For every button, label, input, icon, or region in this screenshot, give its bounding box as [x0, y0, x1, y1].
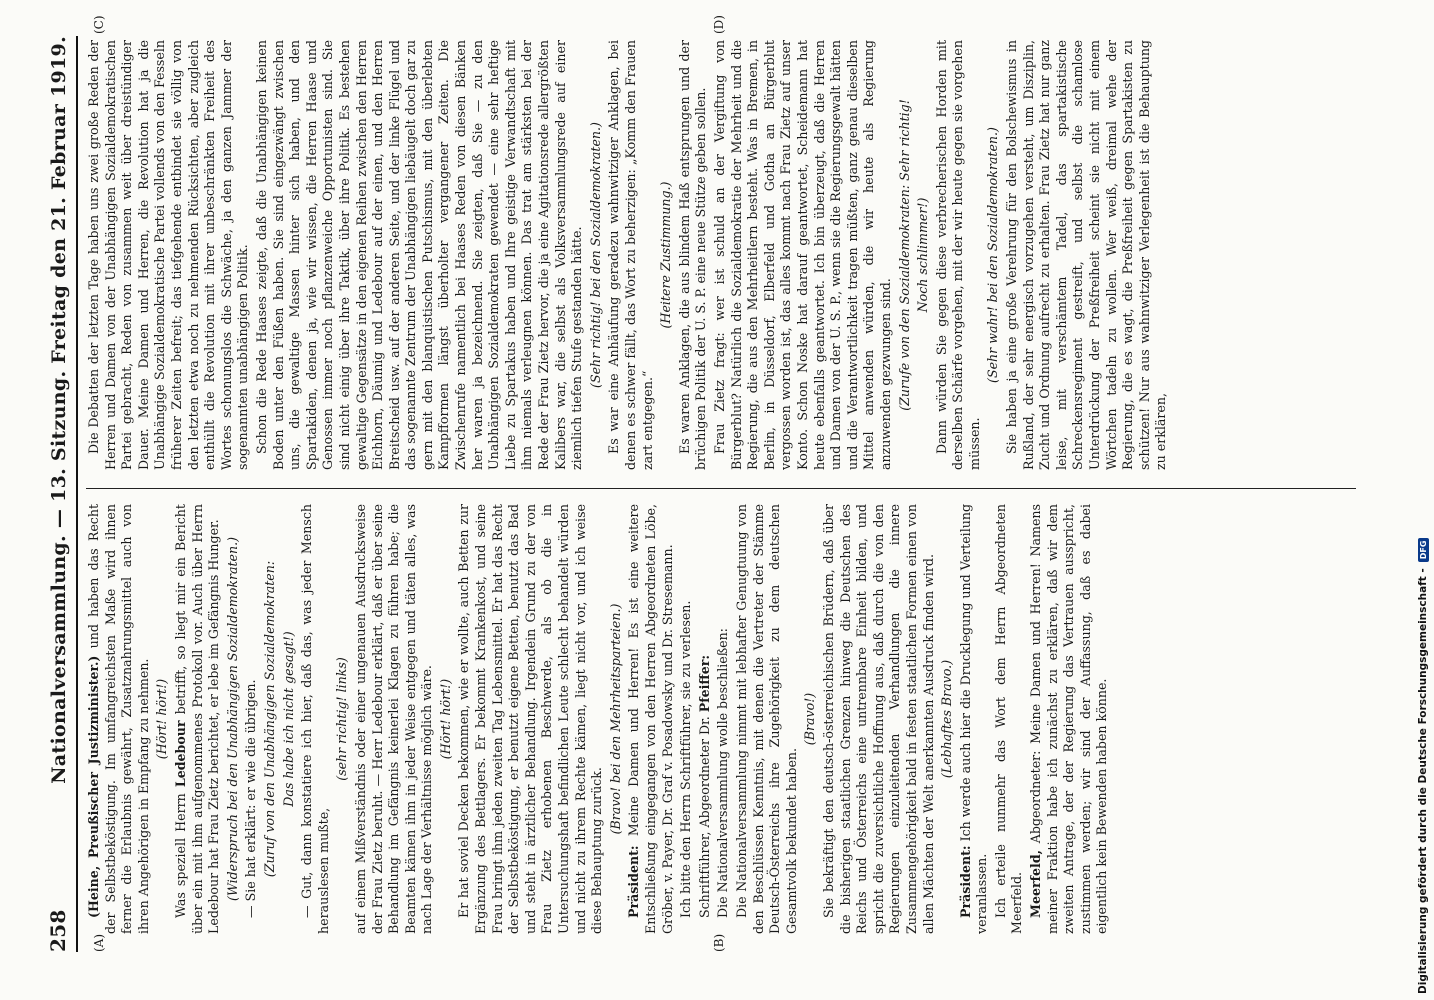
paragraph-lead: Schriftführer, Abgeordneter Dr.	[696, 712, 712, 918]
interjection: (Zuruf von den Unabhängigen Sozialdemokraten:	[261, 560, 277, 878]
paragraph	[626, 504, 676, 934]
speaker-name: Präsident:	[957, 845, 973, 918]
paragraph	[299, 504, 332, 934]
paragraph	[1004, 40, 1170, 470]
paragraph-lead: Was speziell Herrn	[172, 787, 188, 918]
interjection: (Hört! hört!)	[154, 678, 170, 760]
interjection: (Bravo! bei den Mehrheitsparteien.)	[607, 603, 623, 835]
page-number: 258	[46, 909, 70, 952]
paragraph	[677, 40, 710, 470]
paragraph-text: betrifft, so liegt mir ein Bericht über ein mit ihm aufgenommenes Protokoll vor. Auch über Herrn Ledebour hat Frau Zietz berichtet, er lebe im Gefängnis Hunger.	[172, 504, 222, 934]
interjection: (Zurufe von den Sozialdemokraten: Sehr richtig!	[896, 99, 912, 411]
left-column	[86, 504, 1366, 934]
speaker-name: (Heine, Preußischer Justizminister.)	[86, 655, 101, 918]
paragraph	[173, 504, 223, 934]
interjection: (Bravo!)	[802, 692, 818, 746]
paragraph-text: Sie haben ja eine große Verehrung für den Bolschewismus in Rußland, der sehr energisch vorzugehen versteht, um Disziplin, Zucht und Ordnung aufrecht zu erhalten. Frau Zietz hat nur ganz leise, mit verschämtem Tadel, das spartakistische Schreckensregiment gestreift, und selbst die schamlose Unterdrückung der Preßfreiheit scheint sie nicht mit einem Wörtchen tadeln zu wollen. Wer weiß, dreimal wehe der Regierung, die es wagt, die Preßfreiheit gegen Spartakisten zu schützen! Nur aus wahnwitziger Verlegenheit ist die Behauptung zu erklären,	[1004, 40, 1169, 470]
paragraph	[958, 504, 991, 934]
paragraph	[993, 504, 1026, 934]
paragraph	[934, 40, 984, 470]
margin-letter-c: (C)	[92, 15, 106, 34]
paragraph-text: Schon die Rede Haases zeigte, daß die Unabhängigen keinen Boden unter den Füßen haben. Sie sind eingezwängt zwischen uns, die gewaltige Massen hinter sich haben, und den Spartakiden, denen ja, wie wir wissen, die Herren Haase und Genossen immer noch pflanzenweiche Opportunisten sind. Sie sind nicht einig über ihre Taktik, über ihre Politik. Es bestehen gewaltige Gegensätze in den eigenen Reihen zwischen den Herren Eichhorn, Däumig und Ledebour auf der einen, und den Herren Breitscheid usw. auf der anderen Seite, und der linke Flügel und das sogenannte Zentrum der Unabhängigen liebäugelt doch gar zu gern mit den blanquistischen Putschismus, mit den überlebten Kampfformen längst überholter vergangener Zeiten. Die Zwischenrufe namentlich bei Haases Reden von diesen Bänken her waren ja bezeichnend. Sie zeigten, daß Sie — zu den Unabhängigen Sozialdemokraten gewendet — eine sehr heftige Liebe zu Spartakus haben und Ihre geistige Verwandtschaft mit ihm niemals verleugnen können. Das trat am stärksten bei der Rede der Frau Zietz hervor, die ja eine Agitationsrede allergrößten Kalibers war, die selbst als Volksversammlungsrede auf einer ziemlich tiefen Stufe gestanden hätte.	[253, 40, 585, 470]
paragraph-text: auf einem Mißverständnis oder einer ungenauen Ausdrucksweise der Frau Zietz beruht. — Herr Ledebour erklärt, daß er über seine Behandlung im Gefängnis keinerlei Klagen zu führen habe; die Beamten kämen ihm in jeder Weise entgegen und täten alles, was nach Lage der Verhältnisse möglich wäre.	[352, 504, 435, 934]
page-title: Nationalversammlung. — 13. Sitzung. Freitag den 21. Februar 1919.	[48, 36, 70, 784]
paragraph-text: Meine Damen und Herren! Es ist eine weitere Entschließung eingegangen von den Herren Abgeordneten Löbe, Gröber, v. Payer, Dr. Graf v. Posadowsky und Dr. Stresemann.	[626, 504, 675, 934]
paragraph	[254, 40, 586, 470]
paragraph	[353, 504, 436, 934]
header-rule	[76, 36, 78, 952]
interjection: (Lebhaftes Bravo.)	[939, 659, 955, 779]
interjection: Das habe ich nicht gesagt!)	[280, 631, 296, 807]
paragraph-text: Es waren Anklagen, die aus blindem Haß entsprungen und der brüchigen Politik der U. S. P. eine neue Stütze geben sollen.	[676, 40, 709, 470]
paragraph	[86, 504, 152, 934]
column-divider	[86, 488, 1356, 489]
paragraph	[821, 504, 937, 934]
paragraph	[1028, 504, 1111, 934]
paragraph-text: Frau Zietz fragt: wer ist schuld an der Vergiftung von Bürgerblut? Natürlich die Sozialdemokratie der Mehrheit und die Regierung, die aus den Mehrheitlern besteht. Was in Bremen, in Berlin, in Düsseldorf, Elberfeld und Gotha an Bürgerblut vergossen worden ist, das alles kommt nach Frau Zietz auf unser Konto. Schon Noske hat darauf geantwortet, Scheidemann hat heute ebenfalls geantwortet. Ich bin überzeugt, daß die Herren und Damen von der U. S. P., wenn sie die Regierungsgewalt hätten und die Verantwortlichkeit tragen müßten, ganz genau dieselben Mittel anwenden würden, die wir heute als Regierung anzuwenden gezwungen sind.	[711, 40, 893, 470]
interjection: (Heitere Zustimmung.)	[658, 181, 674, 329]
paragraph	[243, 504, 260, 934]
margin-letter-d: (D)	[712, 15, 726, 34]
speaker-name: Präsident:	[626, 845, 642, 918]
paragraph	[734, 504, 800, 934]
paragraph	[606, 40, 656, 470]
emphasized-name: Pfeiffer:	[696, 654, 712, 713]
paragraph-text: Er hat soviel Decken bekommen, wie er wollte, auch Betten zur Ergänzung des Bettlagers. Er bekommt Krankenkost, und seine Frau bringt ihm jeden zweiten Tag Lebensmittel. Er hat das Recht der Selbstbeköstigung, er benutzt eigene Betten, benutzt das Bad und steht in ärztlicher Behandlung. Irgendein Grund zu der von Frau Zietz erhobenen Beschwerde, als ob die in Untersuchungshaft befindlichen Leute schlecht behandelt würden und nicht zu ihrem Rechte kämen, liegt nicht vor, und ich weise diese Behauptung zurück.	[456, 504, 605, 934]
interjection: (Hört! hört!)	[437, 678, 453, 760]
page-header	[36, 36, 70, 952]
interjection: Noch schlimmer!)	[915, 197, 931, 313]
emphasized-name: Ledebour	[172, 720, 188, 788]
paragraph-text: Die Debatten der letzten Tage haben uns zwei große Reden der Herren und Damen von der Unabhängigen Sozialdemokratischen Partei gebracht, Reden von zusammen weit über dreistündiger Dauer. Meine Damen und Herren, die Revolution hat ja die Unabhängige Sozialdemokratische Partei vollends von den Fesseln früherer Zeiten befreit; das tiefgehende entbindet sie völlig von den letzten etwa noch zu nehmenden Rücksichten, aber zugleich enthüllt die Revolution mit ihrer unbeschränkten Freiheit des Wortes schonungslos die Schwäche, ja den ganzen Jammer der sogenannten unabhängigen Politik.	[86, 40, 251, 470]
speaker-name: Meerfeld,	[1028, 849, 1044, 918]
paragraph	[712, 40, 895, 470]
paragraph-text: — Gut, dann konstatiere ich hier, daß das, was jeder Mensch herauslesen mußte,	[299, 504, 331, 934]
dfg-logo: DFG	[1418, 538, 1429, 563]
paragraph-text: Dann würden Sie gegen diese verbrecherischen Horden mit derselben Schärfe vorgehen, mit der wir heute gegen sie vorgehen müssen.	[933, 40, 982, 470]
digitization-credit: Digitalisierung gefördert durch die Deutsche Forschungsgemeinschaft -	[1417, 568, 1429, 994]
interjection: (Sehr richtig! bei den Sozialdemokraten.)	[587, 122, 603, 388]
interjection: (sehr richtig! links)	[334, 657, 350, 781]
paragraph-text: Ich werde auch hier die Drucklegung und Verteilung veranlassen.	[957, 504, 990, 934]
paragraph-text: Ich erteile nunmehr das Wort dem Herrn Abgeordneten Meerfeld.	[992, 504, 1025, 934]
margin-letter-b: (B)	[712, 933, 726, 952]
paragraph-text: Die Nationalversammlung wolle beschließen:	[715, 628, 731, 918]
margin-letter-a: (A)	[92, 933, 106, 952]
paragraph-text: Die Nationalversammlung nimmt mit lebhafter Genugtuung von den Beschlüssen Kenntnis, mit denen die Vertreter der Stämme Deutsch-Österreichs ihre Zugehörigkeit zu dem deutschen Gesamtvolk bekundet haben.	[733, 504, 799, 934]
paragraph-text: Es war eine Anhäufung geradezu wahnwitziger Anklagen, bei denen es schwer fällt, das Wort zu beherzigen: „Komm den Frauen zart entgegen.“	[606, 40, 655, 470]
paragraph-text: — Sie hat erklärt: er wie die übrigen.	[243, 679, 259, 918]
paragraph	[456, 504, 605, 934]
paragraph	[86, 40, 252, 470]
interjection: (Widerspruch bei den Unabhängigen Sozialdemokraten.)	[224, 536, 240, 902]
paragraph	[678, 504, 695, 934]
interjection: (Sehr wahr! bei den Sozialdemokraten.)	[985, 127, 1001, 383]
paragraph	[715, 504, 732, 934]
right-column	[86, 40, 1366, 470]
paragraph-text: Abgeordneter: Meine Damen und Herren! Namens meiner Fraktion habe ich zunächst zu erklären, daß wir dem zweiten Antrage, der der Regierung das Vertrauen ausspricht, zustimmen werden; wir sind der Auffassung, daß es dabei eigentlich kein Bewenden haben könne.	[1028, 504, 1110, 934]
paragraph-text: Sie bekräftigt den deutsch-österreichischen Brüdern, daß über die bisherigen staatlichen Grenzen hinweg die Deutschen des Reichs und Österreichs eine untrennbare Einheit bilden, und spricht die zuversichtliche Hoffnung aus, daß durch die von den Regierungen einzuleitenden Verhandlungen die innere Zusammengehörigkeit bald in festen staatlichen Formen einen von allen Mächten der Welt anerkannten Ausdruck finden wird.	[820, 504, 936, 934]
digitization-sidebar	[1412, 0, 1434, 1000]
paragraph	[697, 504, 714, 934]
paragraph-text: und haben das Recht der Selbstbeköstigung. Im umfangreichsten Maße wird ihnen ferner die Erlaubnis gewährt, Zusatznahrungsmittel auch von ihren Angehörigen in Empfang zu nehmen.	[86, 504, 151, 934]
paragraph-text: Ich bitte den Herrn Schriftführer, sie zu verlesen.	[678, 600, 694, 918]
